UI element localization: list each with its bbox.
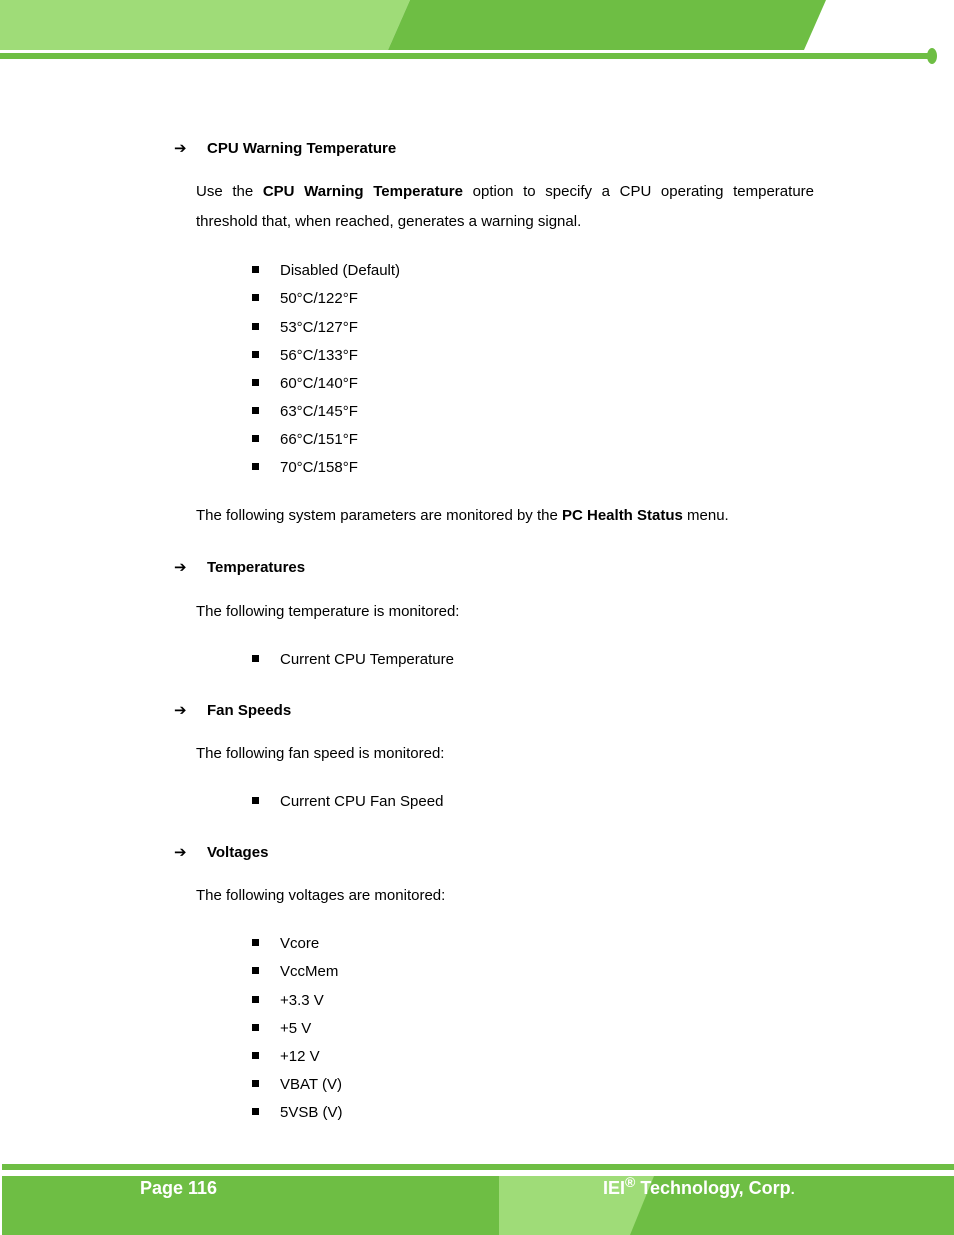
square-bullet-icon bbox=[252, 323, 259, 330]
list-item: VccMem bbox=[252, 962, 338, 982]
section-heading: ➔ CPU Warning Temperature bbox=[174, 140, 397, 157]
page-number: Page 116 bbox=[140, 1178, 218, 1198]
square-bullet-icon bbox=[252, 967, 259, 974]
square-bullet-icon bbox=[252, 939, 259, 946]
square-bullet-icon bbox=[252, 266, 259, 273]
section-intro: Use the CPU Warning Temperature option to specify a CPU operating temperature threshold that, when reached, generates a warning signal. bbox=[196, 183, 814, 230]
list-item: 56°C/133°F bbox=[252, 346, 358, 366]
section-intro: The following fan speed is monitored: bbox=[196, 745, 445, 762]
square-bullet-icon bbox=[252, 463, 259, 470]
list-item: 63°C/145°F bbox=[252, 402, 358, 422]
list-item: Vcore bbox=[252, 934, 319, 954]
square-bullet-icon bbox=[252, 294, 259, 301]
list-item: 60°C/140°F bbox=[252, 374, 358, 394]
list-item: 53°C/127°F bbox=[252, 318, 358, 338]
list-item: 50°C/122°F bbox=[252, 289, 358, 309]
company-brand: IEI® Technology, Corp. bbox=[603, 1174, 795, 1198]
square-bullet-icon bbox=[252, 1108, 259, 1115]
header-band bbox=[0, 0, 954, 70]
list-item: +12 V bbox=[252, 1047, 320, 1067]
square-bullet-icon bbox=[252, 1052, 259, 1059]
list-item: Current CPU Temperature bbox=[252, 650, 454, 670]
list-item: +3.3 V bbox=[252, 991, 324, 1011]
right-arrow-icon: ➔ bbox=[174, 140, 187, 157]
square-bullet-icon bbox=[252, 1080, 259, 1087]
square-bullet-icon bbox=[252, 435, 259, 442]
list-item: 70°C/158°F bbox=[252, 458, 358, 478]
section-intro: The following voltages are monitored: bbox=[196, 887, 446, 904]
list-item: 5VSB (V) bbox=[252, 1103, 343, 1123]
square-bullet-icon bbox=[252, 655, 259, 662]
square-bullet-icon bbox=[252, 1024, 259, 1031]
list-item: 66°C/151°F bbox=[252, 430, 358, 450]
square-bullet-icon bbox=[252, 379, 259, 386]
right-arrow-icon: ➔ bbox=[174, 559, 187, 576]
square-bullet-icon bbox=[252, 996, 259, 1003]
section-intro: The following temperature is monitored: bbox=[196, 603, 460, 620]
right-arrow-icon: ➔ bbox=[174, 844, 187, 861]
list-item: +5 V bbox=[252, 1019, 311, 1039]
square-bullet-icon bbox=[252, 797, 259, 804]
square-bullet-icon bbox=[252, 351, 259, 358]
right-arrow-icon: ➔ bbox=[174, 702, 187, 719]
list-item: Current CPU Fan Speed bbox=[252, 792, 443, 812]
section-heading: ➔ Fan Speeds bbox=[174, 702, 292, 719]
list-item: VBAT (V) bbox=[252, 1075, 342, 1095]
monitor-note: The following system parameters are monitored by the PC Health Status menu. bbox=[196, 507, 729, 524]
section-heading: ➔ Voltages bbox=[174, 844, 269, 861]
square-bullet-icon bbox=[252, 407, 259, 414]
section-heading: ➔ Temperatures bbox=[174, 559, 306, 576]
list-item: Disabled (Default) bbox=[252, 261, 400, 281]
